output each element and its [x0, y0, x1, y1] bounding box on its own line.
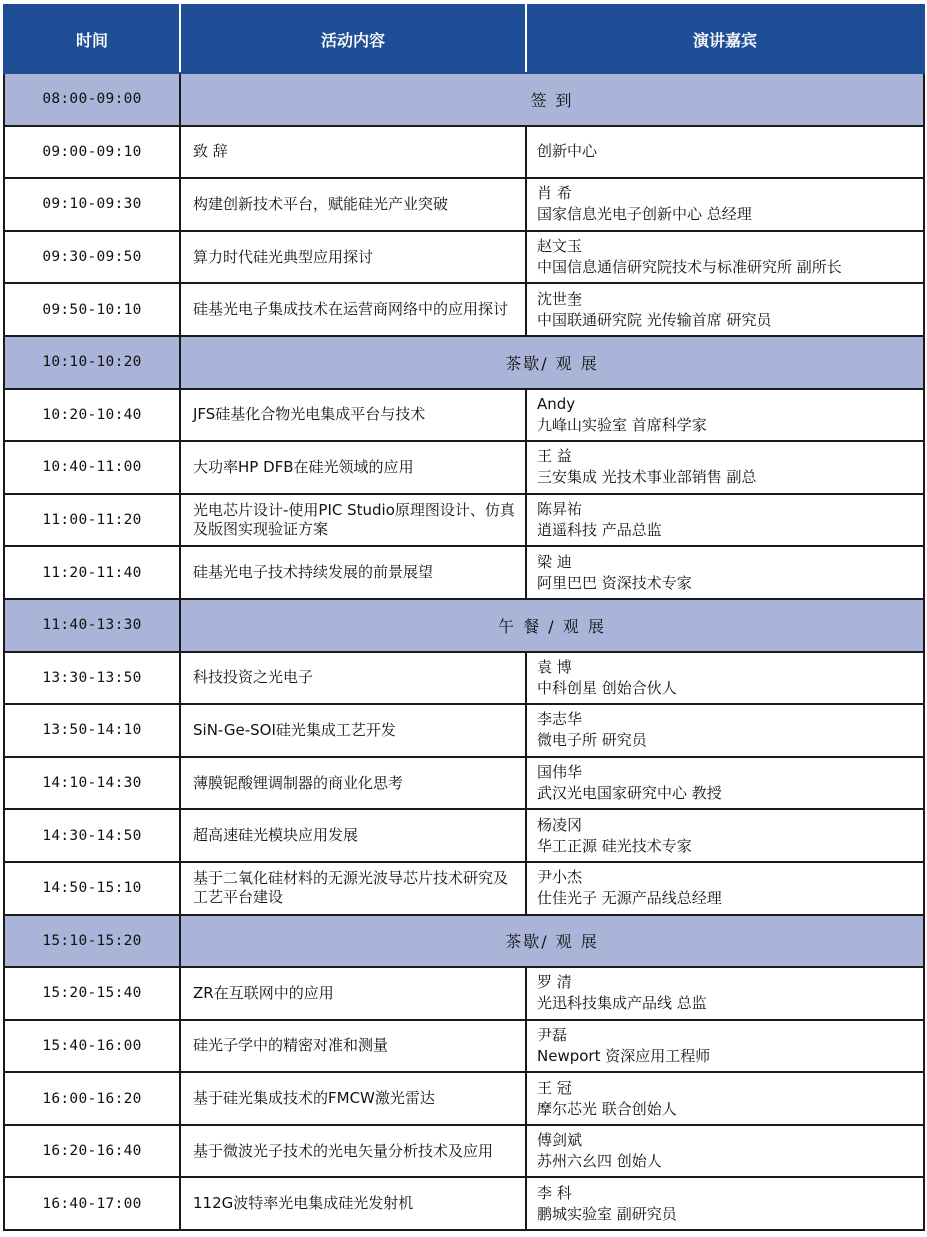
break-row: [4, 336, 924, 389]
header-speaker: 演讲嘉宾: [526, 5, 924, 73]
speaker-cell: [526, 494, 924, 547]
speaker-affiliation: 中国联通研究院 光传输首席 研究员: [537, 310, 772, 329]
time-cell: 11:40-13:30: [4, 599, 180, 652]
topic-cell: 构建创新技术平台，赋能硅光产业突破: [180, 178, 526, 231]
header-row: [4, 5, 924, 73]
speaker-cell: [526, 546, 924, 599]
topic-cell: 薄膜铌酸锂调制器的商业化思考: [180, 757, 526, 810]
speaker-affiliation: 阿里巴巴 资深技术专家: [537, 573, 692, 592]
topic-cell: 科技投资之光电子: [180, 652, 526, 705]
session-row: [4, 494, 924, 547]
break-row: [4, 599, 924, 652]
session-row: [4, 1125, 924, 1178]
speaker-affiliation: 中国信息通信研究院技术与标准研究所 副所长: [537, 258, 842, 277]
speaker-cell: [526, 1072, 924, 1125]
time-cell: 10:10-10:20: [4, 336, 180, 389]
speaker-name: Andy: [537, 394, 576, 413]
speaker-cell: [526, 283, 924, 336]
time-cell: 16:20-16:40: [4, 1125, 180, 1178]
time-cell: 16:40-17:00: [4, 1177, 180, 1230]
speaker-cell: [526, 1020, 924, 1073]
speaker-affiliation: 国家信息光电子创新中心 总经理: [537, 205, 752, 224]
topic-cell: 基于二氧化硅材料的无源光波导芯片技术研究及工艺平台建设: [180, 862, 526, 915]
break-label: 签 到: [180, 73, 924, 126]
speaker-affiliation: 鹏城实验室 副研究员: [537, 1204, 677, 1223]
topic-cell: 基于硅光集成技术的FMCW激光雷达: [180, 1072, 526, 1125]
session-row: [4, 1072, 924, 1125]
session-row: [4, 652, 924, 705]
speaker-name: 梁 迪: [537, 552, 572, 571]
topic-cell: 大功率HP DFB在硅光领域的应用: [180, 441, 526, 494]
speaker-name: 杨凌冈: [537, 815, 583, 834]
session-row: [4, 126, 924, 179]
speaker-affiliation: 光迅科技集成产品线 总监: [537, 994, 707, 1013]
session-row: [4, 1020, 924, 1073]
speaker-affiliation: 中科创星 创始合伙人: [537, 678, 677, 697]
time-cell: 11:00-11:20: [4, 494, 180, 547]
topic-cell: 光电芯片设计-使用PIC Studio原理图设计、仿真及版图实现验证方案: [180, 494, 526, 547]
time-cell: 10:20-10:40: [4, 389, 180, 442]
speaker-name: 沈世奎: [537, 289, 583, 308]
session-row: [4, 1177, 924, 1230]
session-row: [4, 546, 924, 599]
speaker-name: 陈昇祐: [537, 500, 583, 519]
speaker-name: 罗 清: [537, 973, 572, 992]
time-cell: 09:10-09:30: [4, 178, 180, 231]
time-cell: 13:50-14:10: [4, 704, 180, 757]
session-row: [4, 283, 924, 336]
topic-cell: 基于微波光子技术的光电矢量分析技术及应用: [180, 1125, 526, 1178]
speaker-affiliation: 摩尔芯光 联合创始人: [537, 1099, 677, 1118]
time-cell: 13:30-13:50: [4, 652, 180, 705]
break-row: [4, 915, 924, 968]
session-row: [4, 231, 924, 284]
topic-cell: 硅基光电子集成技术在运营商网络中的应用探讨: [180, 283, 526, 336]
speaker-affiliation: 华工正源 硅光技术专家: [537, 836, 692, 855]
time-cell: 09:30-09:50: [4, 231, 180, 284]
speaker-affiliation: 武汉光电国家研究中心 教授: [537, 784, 722, 803]
topic-cell: 112G波特率光电集成硅光发射机: [180, 1177, 526, 1230]
time-cell: 14:10-14:30: [4, 757, 180, 810]
speaker-name: 李志华: [537, 710, 583, 729]
speaker-name: 李 科: [537, 1183, 572, 1202]
speaker-cell: [526, 652, 924, 705]
session-row: [4, 704, 924, 757]
time-cell: 11:20-11:40: [4, 546, 180, 599]
speaker-name: 王 冠: [537, 1078, 572, 1097]
speaker-name: 袁 博: [537, 657, 572, 676]
speaker-cell: [526, 389, 924, 442]
speaker-cell: [526, 178, 924, 231]
topic-cell: SiN-Ge-SOI硅光集成工艺开发: [180, 704, 526, 757]
speaker-cell: [526, 967, 924, 1020]
time-cell: 14:30-14:50: [4, 809, 180, 862]
session-row: [4, 441, 924, 494]
topic-cell: 超高速硅光模块应用发展: [180, 809, 526, 862]
speaker-cell: [526, 757, 924, 810]
header-topic: 活动内容: [180, 5, 526, 73]
time-cell: 08:00-09:00: [4, 73, 180, 126]
session-row: [4, 389, 924, 442]
speaker-cell: [526, 704, 924, 757]
topic-cell: 算力时代硅光典型应用探讨: [180, 231, 526, 284]
speaker-cell: [526, 809, 924, 862]
speaker-name: 肖 希: [537, 184, 572, 203]
time-cell: 16:00-16:20: [4, 1072, 180, 1125]
topic-cell: JFS硅基化合物光电集成平台与技术: [180, 389, 526, 442]
speaker-cell: [526, 862, 924, 915]
topic-cell: 硅基光电子技术持续发展的前景展望: [180, 546, 526, 599]
time-cell: 09:00-09:10: [4, 126, 180, 179]
agenda-header: [4, 5, 924, 73]
session-row: [4, 967, 924, 1020]
session-row: [4, 757, 924, 810]
break-label: 茶歇/ 观 展: [180, 915, 924, 968]
agenda-body: [4, 73, 924, 1230]
speaker-name: 傅剑斌: [537, 1131, 583, 1150]
speaker-affiliation: 逍遥科技 产品总监: [537, 521, 662, 540]
break-label: 茶歇/ 观 展: [180, 336, 924, 389]
time-cell: 10:40-11:00: [4, 441, 180, 494]
speaker-affiliation: 苏州六幺四 创始人: [537, 1152, 662, 1171]
speaker-cell: [526, 1125, 924, 1178]
agenda-table: [3, 4, 925, 1231]
speaker-affiliation: 仕佳光子 无源产品线总经理: [537, 889, 722, 908]
speaker-cell: [526, 1177, 924, 1230]
speaker-affiliation: 九峰山实验室 首席科学家: [537, 415, 707, 434]
time-cell: 15:40-16:00: [4, 1020, 180, 1073]
topic-cell: 致 辞: [180, 126, 526, 179]
time-cell: 09:50-10:10: [4, 283, 180, 336]
break-row: [4, 73, 924, 126]
session-row: [4, 178, 924, 231]
speaker-name: 国伟华: [537, 763, 583, 782]
speaker-cell: [526, 441, 924, 494]
speaker-name: 赵文玉: [537, 237, 583, 256]
speaker-affiliation: Newport 资深应用工程师: [537, 1046, 711, 1065]
topic-cell: 硅光子学中的精密对准和测量: [180, 1020, 526, 1073]
header-time: 时间: [4, 5, 180, 73]
topic-cell: ZR在互联网中的应用: [180, 967, 526, 1020]
speaker-cell: [526, 126, 924, 179]
break-label: 午 餐 / 观 展: [180, 599, 924, 652]
time-cell: 15:20-15:40: [4, 967, 180, 1020]
speaker-affiliation: 三安集成 光技术事业部销售 副总: [537, 468, 757, 487]
speaker-cell: [526, 231, 924, 284]
speaker-name: 创新中心: [537, 142, 598, 161]
speaker-name: 尹磊: [537, 1025, 568, 1044]
time-cell: 14:50-15:10: [4, 862, 180, 915]
speaker-affiliation: 微电子所 研究员: [537, 731, 647, 750]
session-row: [4, 809, 924, 862]
speaker-name: 王 益: [537, 447, 572, 466]
time-cell: 15:10-15:20: [4, 915, 180, 968]
speaker-name: 尹小杰: [537, 868, 583, 887]
session-row: [4, 862, 924, 915]
